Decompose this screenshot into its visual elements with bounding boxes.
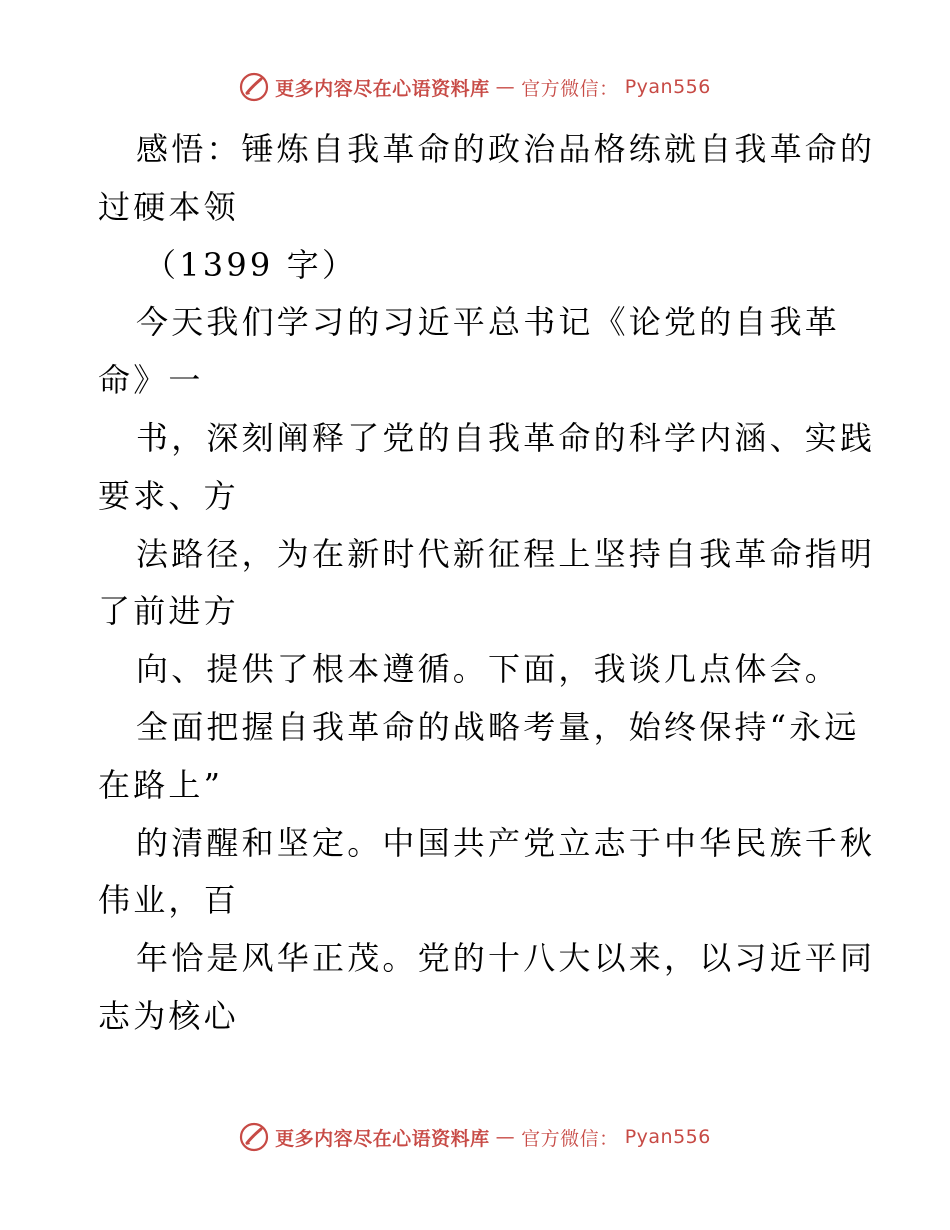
paragraph-line: 年恰是风华正茂。党的十八大以来，以习近平同	[136, 939, 876, 978]
header-watermark	[0, 72, 950, 102]
paragraph-line: 向、提供了根本遵循。下面，我谈几点体会。	[136, 650, 841, 689]
watermark-wechat-label: 官方微信：	[521, 1127, 619, 1150]
word-count: （1399 字）	[144, 245, 358, 284]
paragraph-line: 法路径，为在新时代新征程上坚持自我革命指明	[136, 534, 876, 573]
footer-watermark	[0, 1122, 950, 1152]
watermark-dash: —	[495, 1126, 516, 1148]
paragraph-line: 的清醒和坚定。中国共产党立志于中华民族千秋	[136, 823, 876, 862]
paragraph-line: 要求、方	[98, 476, 239, 515]
paragraph-line: 书，深刻阐释了党的自我革命的科学内涵、实践	[136, 418, 876, 457]
title-line-2: 过硬本领	[98, 187, 239, 226]
paragraph-line: 全面把握自我革命的战略考量，始终保持“永远	[136, 707, 860, 746]
paragraph-line: 伟业，百	[98, 881, 239, 920]
brush-logo-icon	[239, 1122, 269, 1152]
watermark-wechat-id: Pyan556	[624, 76, 711, 98]
document-body	[98, 121, 876, 1046]
watermark-wechat-label: 官方微信：	[521, 77, 619, 100]
watermark-site-text: 更多内容尽在心语资料库	[275, 77, 490, 100]
paragraph-line: 今天我们学习的习近平总书记《论党的自我革	[136, 303, 841, 342]
paragraph-line: 志为核心	[98, 996, 239, 1035]
paragraph-line: 了前进方	[98, 592, 239, 631]
watermark-wechat-id: Pyan556	[624, 1126, 711, 1148]
brush-logo-icon	[239, 72, 269, 102]
title-line-1: 感悟：锤炼自我革命的政治品格练就自我革命的	[136, 130, 876, 168]
paragraph-line: 命》一	[98, 361, 204, 400]
watermark-site-text: 更多内容尽在心语资料库	[275, 1127, 490, 1150]
paragraph-line: 在路上”	[98, 765, 224, 804]
watermark-dash: —	[495, 76, 516, 98]
